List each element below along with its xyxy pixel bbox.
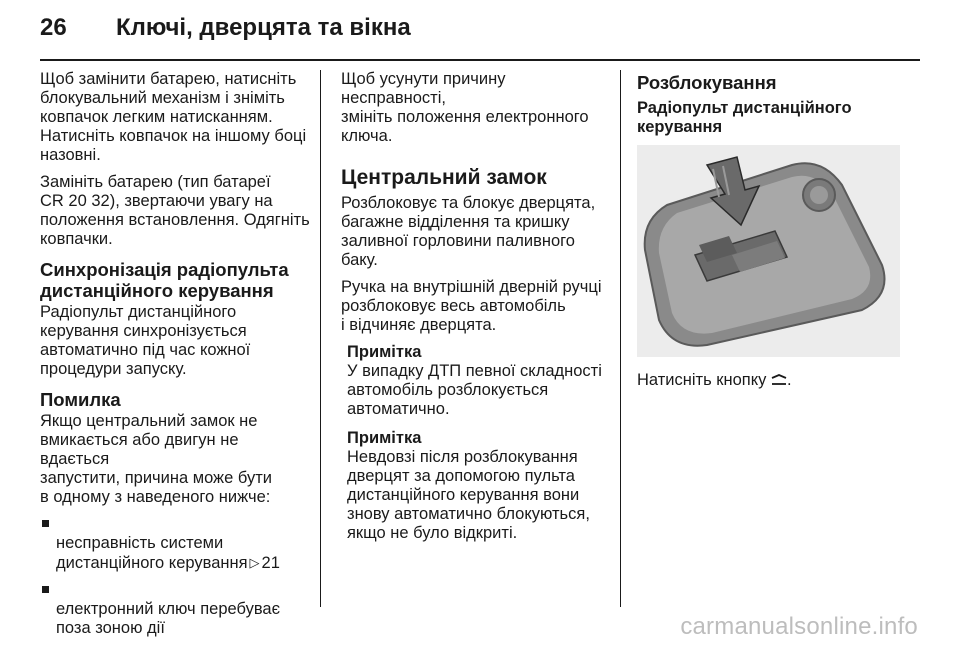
bullet-square-icon — [42, 520, 49, 527]
caption-suffix: . — [786, 371, 792, 389]
page-header — [0, 0, 960, 60]
heading-sync: Синхронізація радіопульта дистанційного керування — [40, 259, 289, 301]
note-text: Невдовзі після розблокування дверцят за допомогою пульта дистанційного керування вони знову автоматично блокуються, якщо не було відкриті. — [347, 448, 590, 542]
list-item — [40, 515, 310, 573]
column-divider — [320, 70, 321, 607]
note-text: У випадку ДТП певної складності автомобіль розблокується автоматично. — [347, 362, 602, 418]
central-lock-paragraph-1: Розблоковує та блокує дверцята, багажне відділення та кришку заливної горловини паливного баку. — [341, 194, 596, 269]
fix-paragraph: Щоб усунути причину несправності, змініть положення електронного ключа. — [341, 70, 589, 145]
battery-paragraph-2: Замініть батарею (тип батареї CR 20 32), звертаючи увагу на положення встановлення. Одягніть ковпачки. — [40, 173, 310, 248]
remote-key-image — [637, 145, 900, 357]
heading-remote-control: Радіопульт дистанційного керування — [637, 99, 852, 136]
unlock-icon — [771, 374, 787, 386]
list-item — [40, 581, 310, 638]
list-item-text: несправність системи дистанційного керування — [56, 534, 248, 572]
column-right — [637, 70, 920, 398]
figure-caption — [637, 371, 920, 390]
list-item-text: електронний ключ перебуває поза зоною дії — [56, 600, 281, 637]
column-left — [40, 70, 310, 646]
note-block — [347, 343, 609, 419]
note-label: Примітка — [347, 343, 422, 361]
heading-unlocking: Розблокування — [637, 72, 777, 93]
sync-paragraph: Радіопульт дистанційного керування синхронізується автоматично під час кожної процедури запуску. — [40, 303, 251, 378]
column-divider — [620, 70, 621, 607]
note-block — [347, 429, 609, 543]
header-divider — [40, 59, 920, 61]
triangle-right-icon: ▷ — [249, 555, 260, 570]
note-label: Примітка — [347, 429, 422, 447]
error-causes-list — [40, 515, 310, 638]
bullet-square-icon — [42, 586, 49, 593]
watermark: carmanualsonline.info — [680, 613, 918, 640]
battery-paragraph-1: Щоб замінити батарею, натисніть блокувальний механізм і зніміть ковпачок легким натисканням. Натисніть ковпачок на іншому боці назовні. — [40, 70, 307, 164]
page-title: Ключі, дверцята та вікна — [116, 14, 411, 41]
column-middle — [341, 70, 609, 553]
page-reference-link[interactable]: 21 — [261, 554, 280, 572]
heading-central-lock: Центральний замок — [341, 166, 547, 189]
remote-key-illustration — [637, 145, 900, 357]
page-number: 26 — [40, 14, 67, 41]
heading-error: Помилка — [40, 389, 121, 410]
error-paragraph: Якщо центральний замок не вмикається або двигун не вдається запустити, причина може бути в одному з наведеного нижче: — [40, 412, 272, 506]
central-lock-paragraph-2: Ручка на внутрішній дверній ручці розблоковує весь автомобіль і відчиняє дверцята. — [341, 278, 602, 334]
caption-text: Натисніть кнопку — [637, 371, 767, 389]
